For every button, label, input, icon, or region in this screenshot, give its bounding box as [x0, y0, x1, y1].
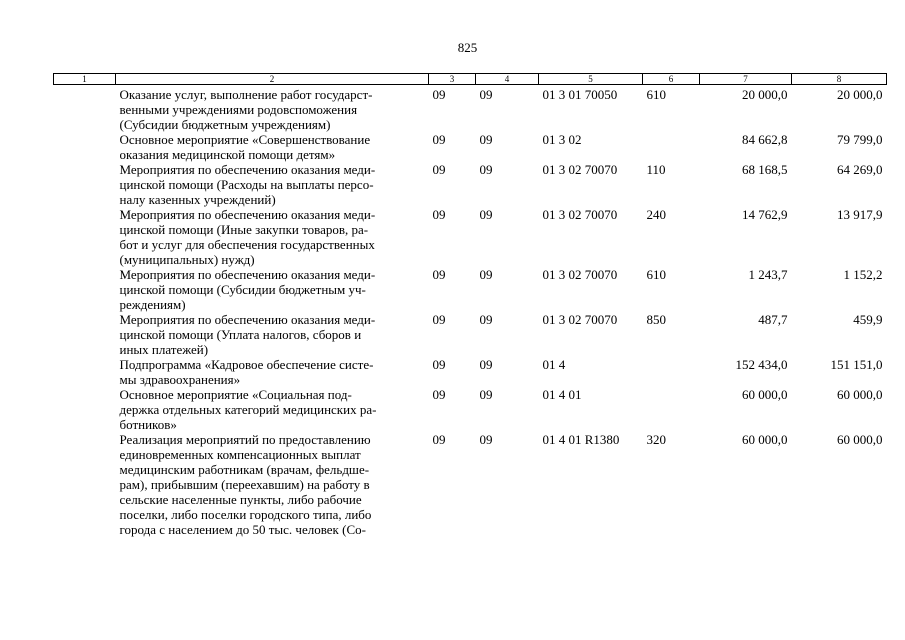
target-article-code: 01 3 02: [542, 132, 582, 147]
expense-type-code: 320: [646, 432, 666, 447]
subsection-code: 09: [479, 432, 493, 447]
budget-table: [53, 73, 887, 537]
amount-year-2: 60 000,0: [837, 387, 883, 402]
table-row: [54, 162, 887, 207]
expense-name: Мероприятия по обеспечению оказания меди- цинской помощи (Уплата налогов, сборов и иных платежей): [119, 312, 376, 357]
column-number-4: 4: [476, 74, 539, 85]
subsection-code: 09: [479, 207, 493, 222]
expense-name: Реализация мероприятий по предоставлению единовременных компенсационных выплат медицинским работникам (врачам, фельдше- рам), прибывшим (переехавшим) на работу в сельские населенные пункты, либо рабочие поселки, либо поселки городского типа, либо города с населением до 50 тыс. человек (Со-: [119, 432, 372, 537]
column-number-7: 7: [700, 74, 792, 85]
expense-type-code: 610: [646, 267, 666, 282]
subsection-code: 09: [479, 312, 493, 327]
section-code: 09: [432, 387, 446, 402]
column-number-2: 2: [116, 74, 429, 85]
indent-cell: [54, 432, 116, 537]
expense-type-code: [643, 132, 700, 162]
column-number-5: 5: [539, 74, 643, 85]
table-row: [54, 267, 887, 312]
indent-cell: [54, 312, 116, 357]
target-article-code: 01 3 02 70070: [542, 267, 618, 282]
amount-year-2: 13 917,9: [837, 207, 883, 222]
expense-type-code: 610: [646, 87, 666, 102]
amount-year-2: 1 152,2: [843, 267, 883, 282]
subsection-code: 09: [479, 87, 493, 102]
expense-name: Основное мероприятие «Социальная под- держка отдельных категорий медицинских ра- ботников»: [119, 387, 377, 432]
amount-year-1: 84 662,8: [742, 132, 788, 147]
target-article-code: 01 4 01 R1380: [542, 432, 620, 447]
column-number-3: 3: [429, 74, 476, 85]
expense-name: Основное мероприятие «Совершенствование оказания медицинской помощи детям»: [119, 132, 371, 162]
amount-year-2: 79 799,0: [837, 132, 883, 147]
subsection-code: 09: [479, 132, 493, 147]
amount-year-1: 152 434,0: [735, 357, 788, 372]
target-article-code: 01 3 02 70070: [542, 162, 618, 177]
indent-cell: [54, 207, 116, 267]
table-row: [54, 387, 887, 432]
table-row: [54, 357, 887, 387]
expense-name: Мероприятия по обеспечению оказания меди- цинской помощи (Иные закупки товаров, ра- бот и услуг для обеспечения государственных (муниципальных) нужд): [119, 207, 376, 267]
expense-name: Подпрограмма «Кадровое обеспечение систе- мы здравоохранения»: [119, 357, 374, 387]
section-code: 09: [432, 267, 446, 282]
table-row: [54, 432, 887, 537]
table-row: [54, 207, 887, 267]
table-body: [54, 85, 887, 538]
section-code: 09: [432, 132, 446, 147]
table-row: [54, 312, 887, 357]
indent-cell: [54, 387, 116, 432]
expense-name: Мероприятия по обеспечению оказания меди- цинской помощи (Субсидии бюджетным уч- реждениям): [119, 267, 376, 312]
section-code: 09: [432, 312, 446, 327]
expense-name: Мероприятия по обеспечению оказания меди- цинской помощи (Расходы на выплаты персо- налу казенных учреждений): [119, 162, 376, 207]
amount-year-1: 60 000,0: [742, 387, 788, 402]
section-code: 09: [432, 357, 446, 372]
section-code: 09: [432, 432, 446, 447]
target-article-code: 01 3 01 70050: [542, 87, 618, 102]
column-number-1: 1: [54, 74, 116, 85]
page-number: 825: [457, 40, 478, 55]
indent-cell: [54, 162, 116, 207]
amount-year-2: 64 269,0: [837, 162, 883, 177]
target-article-code: 01 3 02 70070: [542, 312, 618, 327]
table-row: [54, 132, 887, 162]
header-row: [54, 74, 887, 85]
target-article-code: 01 4: [542, 357, 566, 372]
amount-year-1: 1 243,7: [748, 267, 788, 282]
expense-type-code: [643, 387, 700, 432]
indent-cell: [54, 85, 116, 133]
amount-year-1: 60 000,0: [742, 432, 788, 447]
section-code: 09: [432, 162, 446, 177]
column-number-8: 8: [792, 74, 887, 85]
expense-type-code: 850: [646, 312, 666, 327]
amount-year-1: 20 000,0: [742, 87, 788, 102]
subsection-code: 09: [479, 162, 493, 177]
amount-year-2: 459,9: [853, 312, 883, 327]
expense-type-code: 110: [646, 162, 666, 177]
expense-type-code: [643, 357, 700, 387]
table-header: [54, 74, 887, 85]
table-row: [54, 85, 887, 133]
subsection-code: 09: [479, 387, 493, 402]
amount-year-2: 151 151,0: [830, 357, 883, 372]
amount-year-1: 14 762,9: [742, 207, 788, 222]
amount-year-1: 487,7: [758, 312, 788, 327]
expense-type-code: 240: [646, 207, 666, 222]
column-number-6: 6: [643, 74, 700, 85]
indent-cell: [54, 357, 116, 387]
section-code: 09: [432, 87, 446, 102]
expense-name: Оказание услуг, выполнение работ государст- венными учреждениями родовспоможения (Субсидии бюджетным учреждениям): [119, 87, 373, 132]
amount-year-2: 60 000,0: [837, 432, 883, 447]
subsection-code: 09: [479, 267, 493, 282]
indent-cell: [54, 132, 116, 162]
amount-year-1: 68 168,5: [742, 162, 788, 177]
section-code: 09: [432, 207, 446, 222]
target-article-code: 01 3 02 70070: [542, 207, 618, 222]
indent-cell: [54, 267, 116, 312]
target-article-code: 01 4 01: [542, 387, 582, 402]
amount-year-2: 20 000,0: [837, 87, 883, 102]
subsection-code: 09: [479, 357, 493, 372]
